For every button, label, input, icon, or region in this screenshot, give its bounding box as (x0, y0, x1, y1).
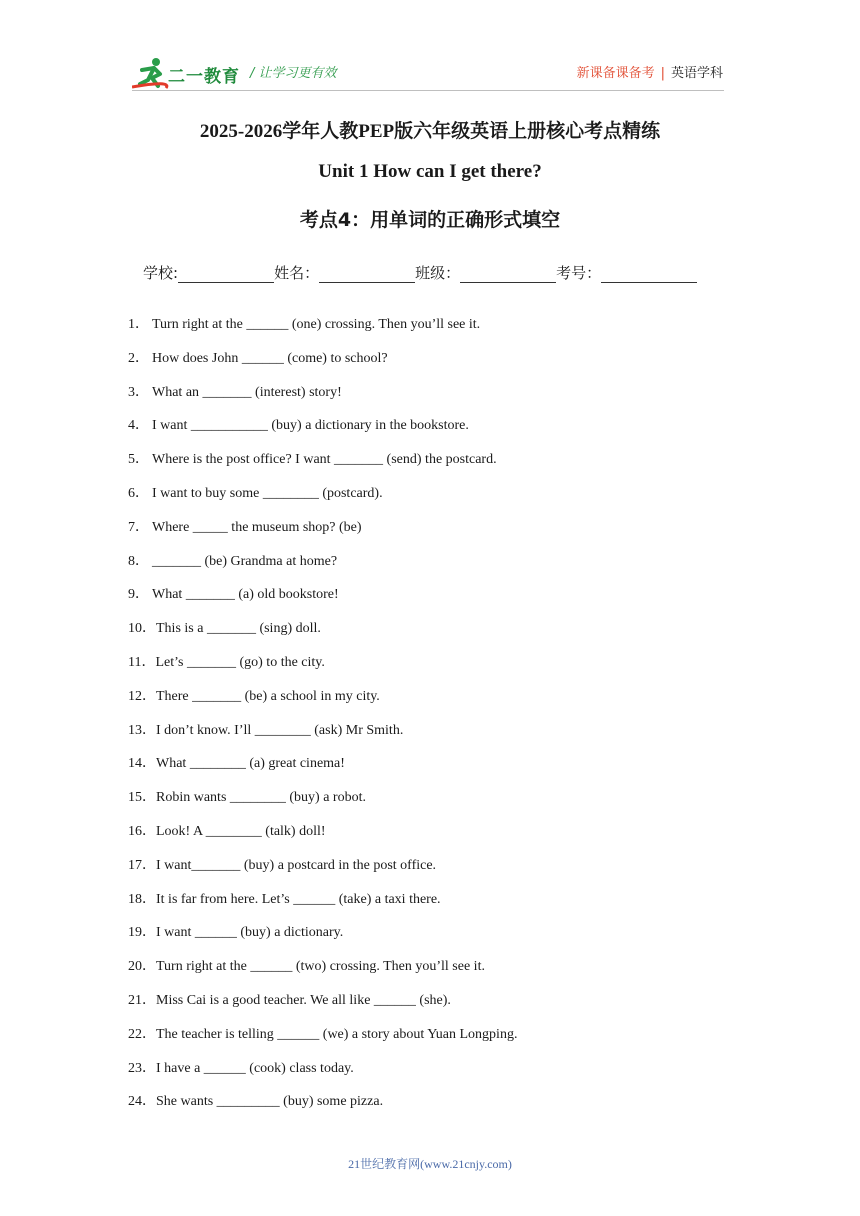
exam-number-label: 考号： (556, 264, 602, 282)
question-item (128, 755, 517, 789)
class-label: 班级： (415, 264, 461, 282)
question-item (128, 857, 517, 891)
question-item (128, 924, 517, 958)
question-item (128, 891, 517, 925)
school-label: 学校: (143, 264, 179, 282)
question-item (128, 620, 517, 654)
question-number: 2． (128, 350, 149, 366)
question-item (128, 722, 517, 756)
question-item (128, 958, 517, 992)
question-number: 19． (128, 925, 156, 941)
question-item (128, 350, 517, 384)
question-item (128, 789, 517, 823)
page-footer: 21世纪教育网(www.21cnjy.com) (348, 1157, 512, 1171)
question-number: 12． (128, 688, 156, 704)
page-header (0, 0, 860, 100)
question-text: What ________ (a) great cinema! (156, 756, 345, 772)
question-number: 11． (128, 654, 156, 670)
question-number: 24． (128, 1094, 156, 1110)
class-blank[interactable] (460, 266, 556, 283)
question-text: She wants _________ (buy) some pizza. (156, 1094, 384, 1110)
question-text: How does John ______ (come) to school? (152, 350, 388, 366)
student-info-row (143, 262, 697, 283)
brand-name: 二一教育 (168, 67, 240, 87)
question-number: 10． (128, 621, 156, 637)
header-divider (132, 90, 724, 91)
name-label: 姓名： (274, 264, 320, 282)
question-number: 14． (128, 756, 156, 772)
question-item (128, 1060, 517, 1094)
question-number: 23． (128, 1060, 156, 1076)
question-text: Look! A ________ (talk) doll! (156, 823, 326, 839)
question-list (128, 316, 517, 1127)
question-text: I want to buy some ________ (postcard). (152, 485, 383, 501)
document-title: 2025-2026学年人教PEP版六年级英语上册核心考点精练 (199, 121, 661, 142)
question-text: I want ______ (buy) a dictionary. (156, 925, 344, 941)
question-number: 15． (128, 790, 156, 806)
question-item (128, 688, 517, 722)
school-blank[interactable] (178, 266, 274, 283)
question-text: Miss Cai is a good teacher. We all like ______ (she). (156, 992, 451, 1008)
question-number: 3． (128, 384, 149, 400)
question-number: 7． (128, 519, 149, 535)
question-item (128, 384, 517, 418)
question-number: 6． (128, 485, 149, 501)
header-tagline: 新课备课备考 (576, 66, 655, 81)
brand-slogan: / 让学习更有效 (250, 66, 337, 81)
question-text: Where is the post office? I want _______ (send) the postcard. (152, 452, 497, 468)
unit-title: Unit 1 How can I get there? (318, 161, 542, 182)
question-item (128, 417, 517, 451)
question-text: I don’t know. I’ll ________ (ask) Mr Smith. (156, 722, 404, 738)
section-title: 考点4：用单词的正确形式填空 (299, 209, 561, 231)
question-text: _______ (be) Grandma at home? (152, 553, 338, 569)
question-item (128, 519, 517, 553)
question-number: 13． (128, 722, 156, 738)
question-text: What an _______ (interest) story! (152, 384, 342, 400)
question-item (128, 1093, 517, 1127)
question-text: Robin wants ________ (buy) a robot. (156, 790, 366, 806)
question-item (128, 1026, 517, 1060)
header-separator: | (660, 66, 665, 81)
question-item (128, 451, 517, 485)
question-text: I want_______ (buy) a postcard in the post office. (156, 857, 437, 873)
question-text: This is a _______ (sing) doll. (156, 621, 321, 637)
header-subject (577, 62, 723, 81)
header-subject-label: 英语学科 (670, 66, 723, 81)
question-item (128, 485, 517, 519)
question-item (128, 992, 517, 1026)
question-text: I have a ______ (cook) class today. (156, 1060, 354, 1076)
question-number: 17． (128, 857, 156, 873)
question-text: Let’s _______ (go) to the city. (155, 654, 325, 670)
question-number: 5． (128, 452, 149, 468)
question-item (128, 654, 517, 688)
question-number: 21． (128, 992, 156, 1008)
question-number: 1． (128, 317, 149, 332)
question-text: Turn right at the ______ (two) crossing. Then you’ll see it. (156, 959, 485, 975)
question-text: What _______ (a) old bookstore! (152, 587, 339, 603)
question-number: 8． (128, 553, 149, 569)
question-number: 18． (128, 891, 156, 907)
question-number: 4． (128, 418, 149, 434)
question-text: There _______ (be) a school in my city. (156, 688, 380, 704)
question-text: It is far from here. Let’s ______ (take) a taxi there. (156, 891, 441, 907)
question-item (128, 586, 517, 620)
question-item (128, 553, 517, 587)
exam-number-blank[interactable] (601, 266, 697, 283)
question-number: 22． (128, 1026, 156, 1042)
question-text: Turn right at the ______ (one) crossing. Then you’ll see it. (152, 317, 481, 332)
question-number: 9． (128, 587, 149, 603)
question-text: The teacher is telling ______ (we) a story about Yuan Longping. (156, 1026, 518, 1042)
question-text: Where _____ the museum shop? (be) (152, 519, 362, 535)
question-text: I want ___________ (buy) a dictionary in the bookstore. (152, 418, 469, 434)
question-number: 20． (128, 959, 156, 975)
name-blank[interactable] (319, 266, 415, 283)
question-item (128, 316, 517, 350)
question-item (128, 823, 517, 857)
question-number: 16． (128, 823, 156, 839)
